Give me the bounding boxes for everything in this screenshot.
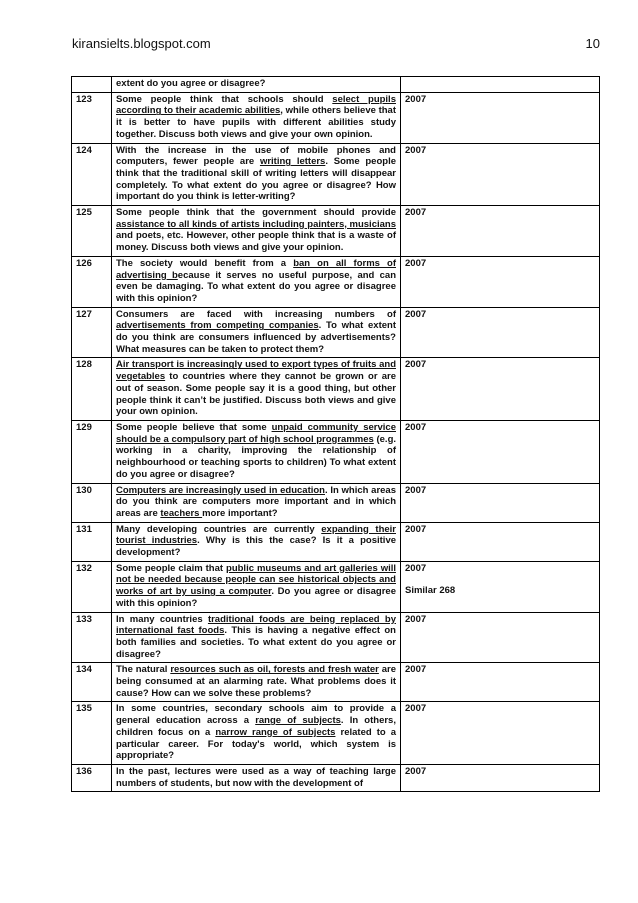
question-number: 127 [72,307,112,358]
year-cell [401,702,600,765]
question-year: 2007 [405,421,427,433]
question-text: , while others believe that it is better to have pupils with different abilities study together. Discuss both views and give your own opinion. [116,105,396,140]
underlined-phrase: teachers [160,507,203,519]
table-row [72,358,600,421]
table-row [72,420,600,483]
question-text: . To what extent do you think are consumers influenced by advertisements? What measures can be taken to protect them? [116,320,396,355]
question-year: 2007 [405,93,427,105]
question-text: Some people think that the government should provide [116,207,396,219]
underlined-phrase: assistance to all kinds of artists including painters, musicians [116,218,396,230]
question-year: 2007 [405,359,427,371]
question-text: Consumers are faced with increasing numbers of [116,308,396,320]
question-text: . Why is this the case? Is it a positive development? [116,535,397,559]
table-row [72,307,600,358]
underlined-phrase: ban on all forms of advertising b [116,257,396,281]
question-text: . In which areas do you think are computers more important and in which areas are [116,484,397,519]
question-cell [112,561,401,612]
page-header [72,36,600,56]
question-cell [112,764,401,791]
year-cell [401,307,600,358]
table-row [72,663,600,702]
question-text: In some countries, secondary schools aim to provide a general education across a [116,703,396,727]
questions-table [71,76,600,792]
year-cell [401,663,600,702]
table-row [72,206,600,257]
table-row [72,702,600,765]
question-text: (e.g. working in a charity, improving the relationship of neighbourhood or teaching sports to children) To what extent do you agree or disagree? [116,433,397,480]
question-text: . In others, children focus on a [116,715,396,738]
underlined-phrase: select pupils according to their academic abilities [116,93,396,117]
question-year: 2007 [405,664,427,676]
year-cell [401,612,600,663]
question-cell [112,143,401,206]
question-cell [112,256,401,307]
question-year: 2007 [405,257,427,269]
underlined-phrase: public museums and art galleries will not be needed because people can see historical objects and works of art by using a computer [116,562,396,598]
question-number: 126 [72,256,112,307]
underlined-phrase: writing letters [259,156,326,168]
underlined-phrase: range of subjects [255,715,341,727]
question-text: With the increase in the use of mobile phones and computers, fewer people are [116,144,396,168]
question-number: 134 [72,663,112,702]
table-row [72,256,600,307]
similar-note: Similar 268 [405,585,456,597]
year-cell [401,256,600,307]
year-cell [401,92,600,143]
question-text: In the past, lectures were used as a way of teaching large numbers of students, but now with the development of [116,765,396,789]
underlined-phrase: Computers are increasingly used in education [116,484,325,496]
question-text: related to a particular career. For today's world, which system is appropriate? [116,726,396,762]
question-number [72,77,112,93]
question-text: The natural [116,664,171,676]
question-number: 133 [72,612,112,663]
year-cell [401,420,600,483]
question-text: Some people believe that some [116,421,272,433]
year-cell [401,358,600,421]
table-row [72,612,600,663]
question-number: 128 [72,358,112,421]
year-cell [401,206,600,257]
question-cell [112,522,401,561]
table-row [72,483,600,522]
question-year: 2007 [405,484,427,496]
question-year: 2007 [405,703,427,715]
question-text: to countries where they cannot be grown or are out of season. Some people say it is a good thing, but other people think it can’t be justified. Discuss both views and give your own opinion. [116,371,396,418]
question-cell [112,702,401,765]
question-text: ecause it serves no useful purpose, and can even be damaging. To what extent do you agree or disagree with this opinion? [116,269,397,304]
question-number: 123 [72,92,112,143]
question-year: 2007 [405,144,427,156]
question-text: more important? [202,507,278,519]
table-row [72,522,600,561]
question-text: In many countries [116,613,208,625]
question-year: 2007 [405,562,427,574]
question-text: Many developing countries are currently [116,523,322,535]
question-text: . Some people think that the traditional skill of writing letters will disappear completely. To what extent do you agree or disagree? How important do you think is letter-writing? [116,156,396,203]
question-number: 132 [72,561,112,612]
question-text: . Do you agree or disagree with this opinion? [116,586,396,609]
table-row [72,92,600,143]
question-number: 130 [72,483,112,522]
question-cell [112,358,401,421]
year-cell [401,764,600,791]
question-text: The society would benefit from a [116,257,294,269]
year-cell [401,483,600,522]
question-year: 2007 [405,523,427,535]
year-cell [401,143,600,206]
question-number: 129 [72,420,112,483]
question-text: are being consumed at an alarming rate. What problems does it cause? How can we solve these problems? [116,664,397,699]
question-cell [112,92,401,143]
underlined-phrase: advertisements from competing companies [116,320,319,332]
question-text: extent do you agree or disagree? [116,78,266,89]
question-cell [112,77,401,93]
table-row [72,143,600,206]
table-row [72,561,600,612]
question-year: 2007 [405,613,427,625]
question-cell [112,663,401,702]
underlined-phrase: unpaid community service should be a compulsory part of high school programmes [116,421,396,445]
question-cell [112,420,401,483]
question-cell [112,483,401,522]
year-cell [401,522,600,561]
site-name: kiransielts.blogspot.com [72,36,211,51]
question-number: 136 [72,764,112,791]
table-row [72,764,600,791]
question-year: 2007 [405,765,427,777]
question-text: Some people claim that [116,562,227,574]
underlined-phrase: expanding their tourist industries [116,523,396,547]
question-text: . This is having a negative effect on both families and societies. To what extent do you agree or disagree? [116,625,396,660]
question-text: and poets, etc. However, other people think that is a waste of money. Discuss both views and give your opinion. [116,230,396,254]
question-year: 2007 [405,207,427,219]
year-cell [401,561,600,612]
questions-table-body [72,77,600,792]
question-text: Some people think that schools should [116,93,333,105]
underlined-phrase: resources such as oil, forests and fresh water [170,664,379,676]
question-cell [112,206,401,257]
question-number: 135 [72,702,112,765]
underlined-phrase: traditional foods are being replaced by international fast foods [116,613,396,637]
year-cell [401,77,600,93]
table-row [72,77,600,93]
question-number: 131 [72,522,112,561]
underlined-phrase: narrow range of subjects [215,726,336,738]
question-number: 125 [72,206,112,257]
question-cell [112,612,401,663]
question-cell [112,307,401,358]
question-year: 2007 [405,308,427,320]
page-number: 10 [585,36,600,51]
question-number: 124 [72,143,112,206]
underlined-phrase: Air transport is increasingly used to export types of fruits and vegetables [116,359,396,383]
